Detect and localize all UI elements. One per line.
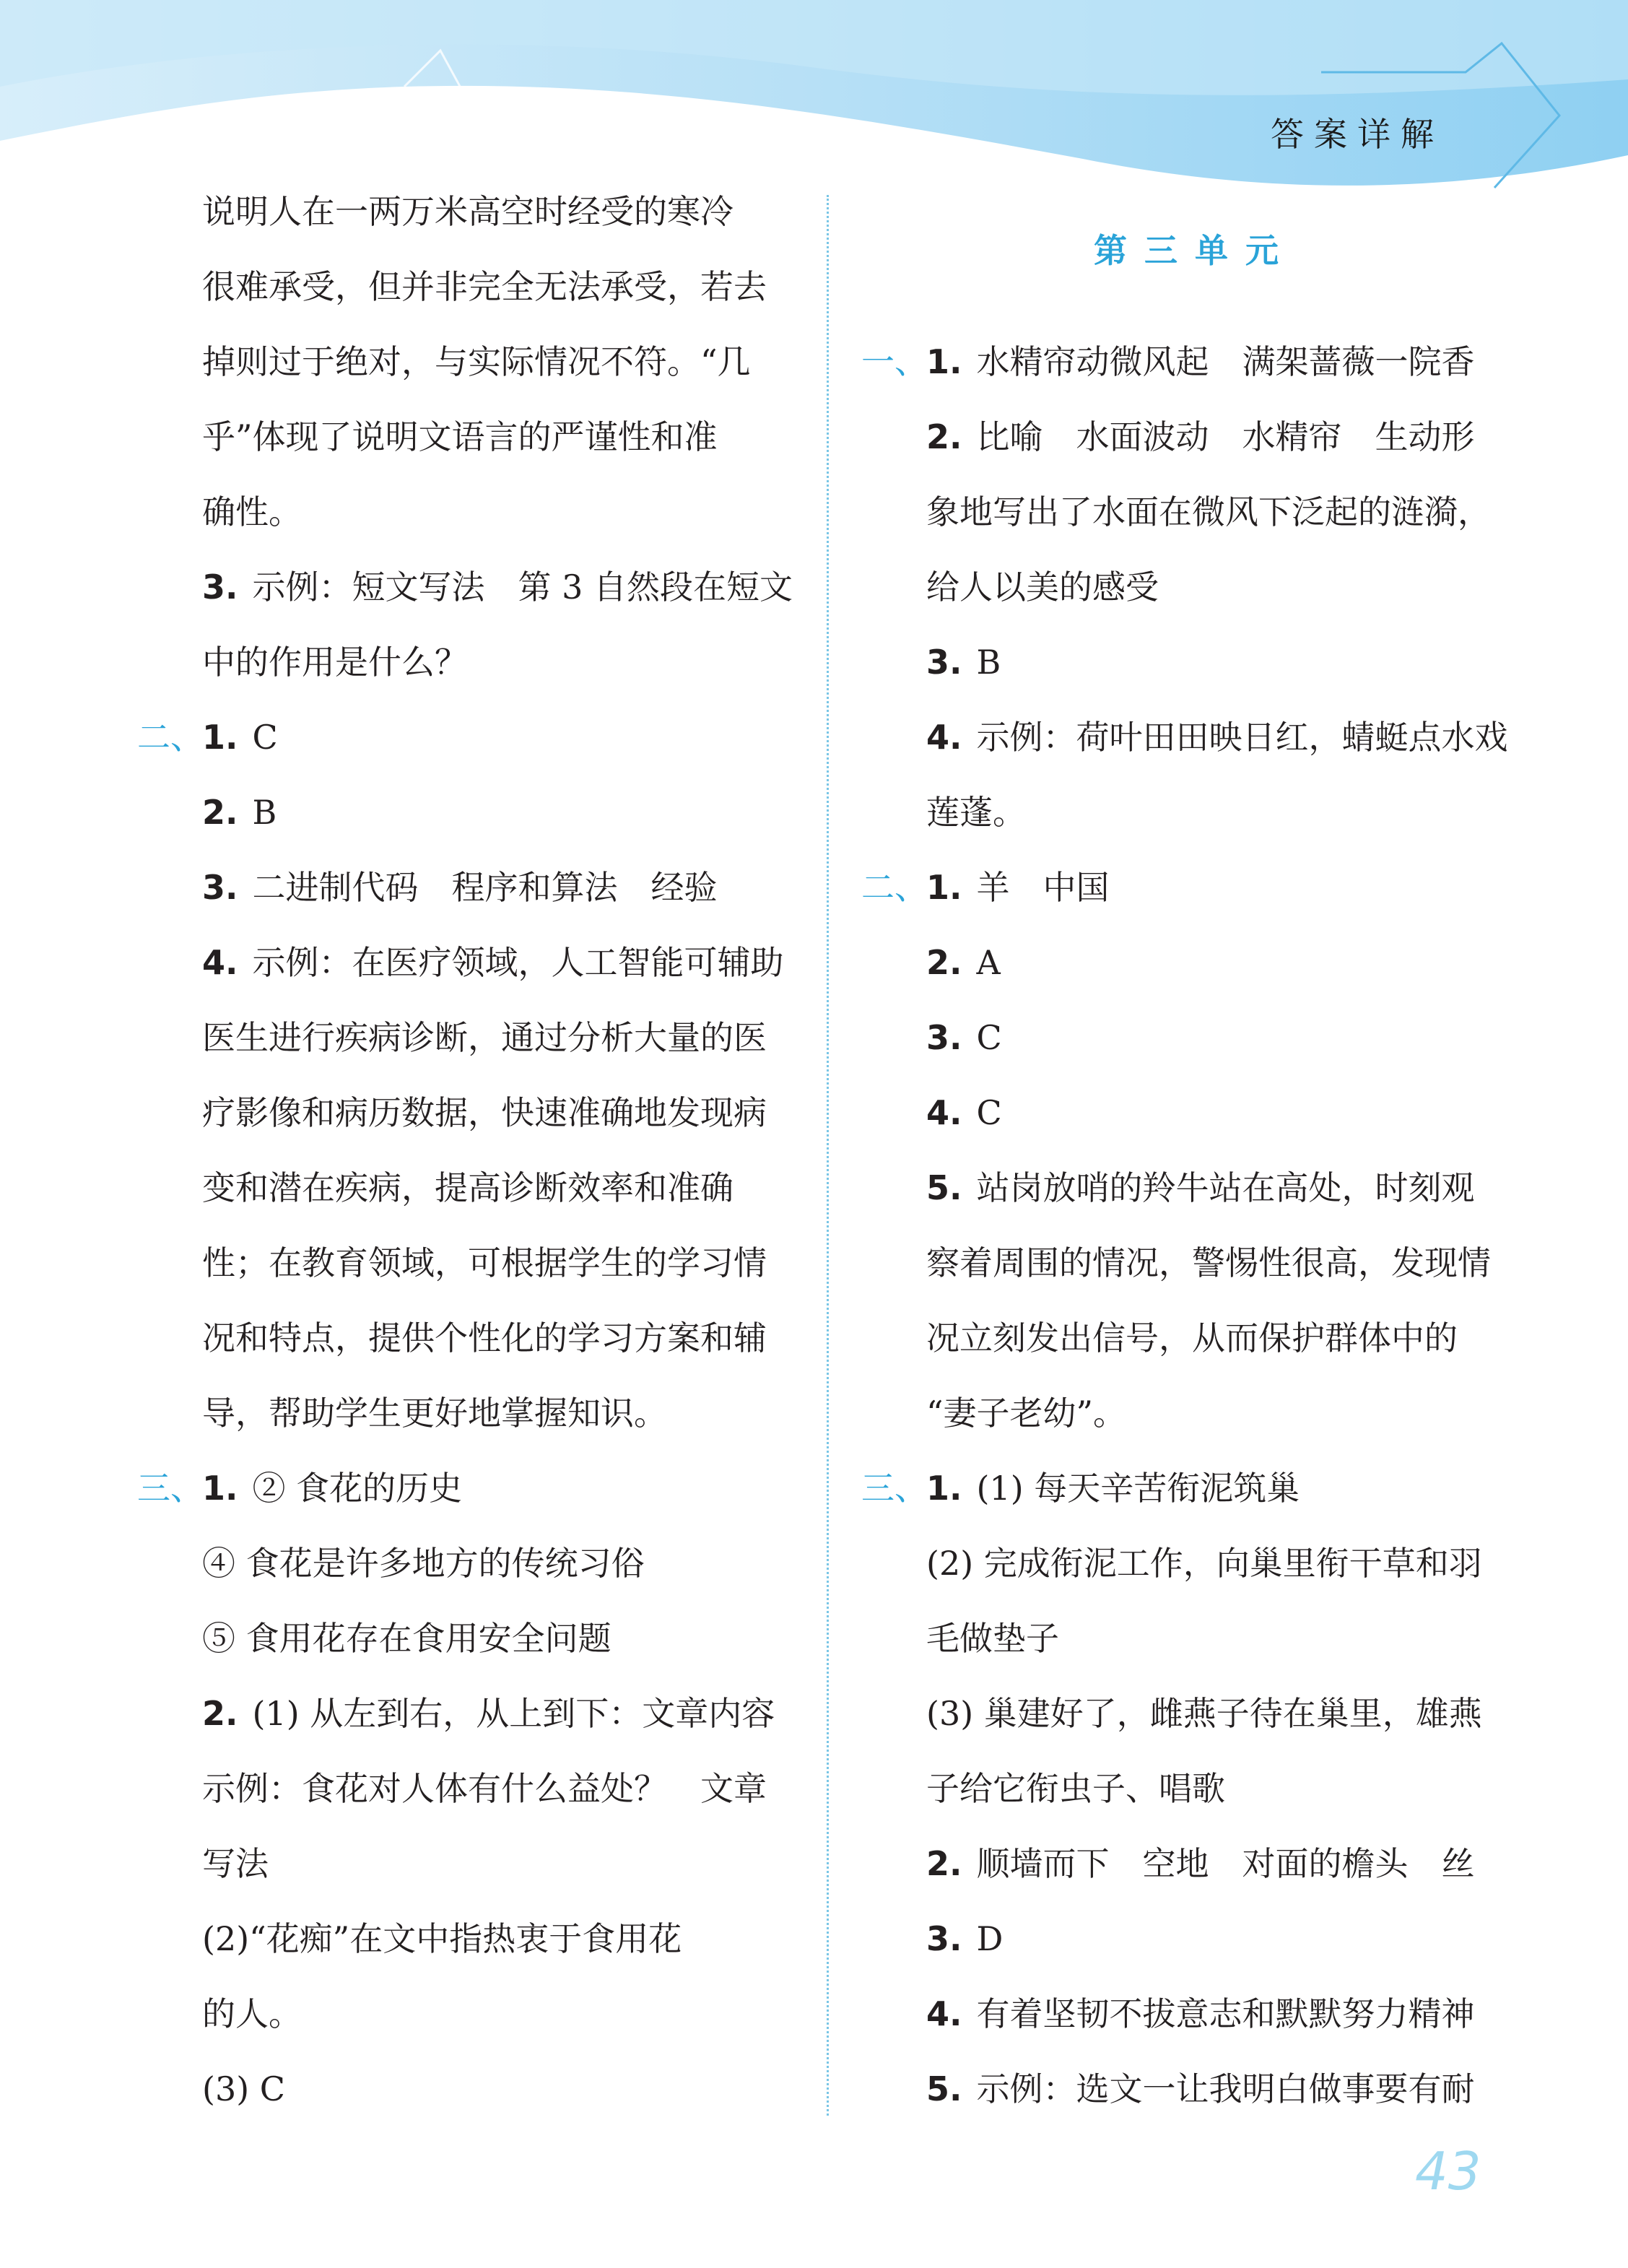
answer-item: [202, 866, 717, 909]
text-line: ④ 食花是许多地方的传统习俗: [202, 1544, 645, 1583]
item-text: D: [976, 1919, 1004, 1958]
answer-item: [926, 941, 1001, 984]
text-line: 子给它衔虫子、唱歌: [926, 1769, 1225, 1808]
item-number: 2.: [926, 1844, 962, 1883]
text-line: 写法: [202, 1844, 269, 1883]
item-text: 有着坚韧不拔意志和默默努力精神: [976, 1994, 1475, 2033]
text-line: 中的作用是什么？: [202, 643, 468, 682]
item-text: 示例：荷叶田田映日红，蜻蜓点水戏: [976, 718, 1508, 757]
text-line: 乎”体现了说明文语言的严谨性和准: [202, 417, 718, 456]
answer-item: [926, 640, 1001, 684]
section-label: 三、: [861, 1469, 928, 1508]
section-label: 二、: [137, 718, 204, 757]
answer-item: [926, 1016, 1002, 1059]
item-number: 2.: [202, 793, 238, 832]
answer-item: [202, 941, 783, 984]
column-divider: [827, 195, 829, 2116]
item-text: 二进制代码 程序和算法 经验: [252, 868, 718, 907]
text-line: “妻子老幼”。: [926, 1394, 1127, 1433]
text-line: 况和特点，提供个性化的学习方案和辅: [202, 1318, 767, 1357]
answer-item: [202, 791, 277, 834]
item-number: 1.: [202, 718, 238, 757]
text-line: 掉则过于绝对，与实际情况不符。“几: [202, 342, 751, 381]
item-number: 4.: [926, 1994, 962, 2033]
text-line: (3) C: [202, 2069, 285, 2108]
text-line: 象地写出了水面在微风下泛起的涟漪，: [926, 492, 1491, 531]
item-text: C: [976, 1093, 1002, 1132]
text-line: 示例：食花对人体有什么益处？ 文章: [202, 1769, 767, 1808]
item-number: 2.: [926, 943, 962, 982]
text-line: 给人以美的感受: [926, 568, 1159, 607]
item-number: 4.: [202, 943, 238, 982]
item-number: 4.: [926, 718, 962, 757]
item-number: 3.: [926, 1919, 962, 1958]
item-text: (1) 每天辛苦衔泥筑巢: [976, 1469, 1300, 1508]
text-line: 况立刻发出信号，从而保护群体中的: [926, 1318, 1458, 1357]
item-text: 示例：选文一让我明白做事要有耐: [976, 2069, 1475, 2108]
item-text: (1) 从左到右，从上到下：文章内容: [252, 1694, 775, 1733]
item-number: 1.: [926, 342, 962, 381]
item-text: A: [976, 943, 1001, 982]
text-line: 医生进行疾病诊断，通过分析大量的医: [202, 1018, 767, 1057]
text-line: (2)“花痴”在文中指热衷于食用花: [202, 1919, 682, 1958]
text-line: 察着周围的情况，警惕性很高，发现情: [926, 1243, 1491, 1282]
answer-item: [202, 1467, 462, 1510]
text-line: 很难承受，但并非完全无法承受，若去: [202, 267, 767, 306]
item-text: 站岗放哨的羚牛站在高处，时刻观: [976, 1168, 1475, 1207]
item-text: 示例：在医疗领域，人工智能可辅助: [252, 943, 784, 982]
answer-item: [926, 340, 1474, 383]
text-line: 疗影像和病历数据，快速准确地发现病: [202, 1093, 767, 1132]
answer-item: [926, 716, 1507, 759]
text-line: (3) 巢建好了，雌燕子待在巢里，雄燕: [926, 1694, 1482, 1733]
header-banner: [0, 0, 1628, 195]
text-line: 导，帮助学生更好地掌握知识。: [202, 1394, 667, 1433]
section-label: 三、: [137, 1469, 204, 1508]
item-text: C: [252, 718, 278, 757]
text-line: 的人。: [202, 1994, 302, 2033]
item-text: B: [252, 793, 277, 832]
item-number: 4.: [926, 1093, 962, 1132]
unit-title: 第三单元: [1094, 231, 1296, 270]
item-text: 水精帘动微风起 满架蔷薇一院香: [976, 342, 1475, 381]
item-number: 2.: [926, 417, 962, 456]
item-number: 3.: [926, 1018, 962, 1057]
answer-item: [926, 1467, 1300, 1510]
answer-item: [926, 1091, 1002, 1134]
text-line: (2) 完成衔泥工作，向巢里衔干草和羽: [926, 1544, 1482, 1583]
text-line: 性；在教育领域，可根据学生的学习情: [202, 1243, 767, 1282]
item-text: 比喻 水面波动 水精帘 生动形: [976, 417, 1475, 456]
item-text: 羊 中国: [976, 868, 1110, 907]
text-line: ⑤ 食用花存在食用安全问题: [202, 1619, 611, 1658]
item-text: B: [976, 643, 1001, 682]
answer-item: [926, 1992, 1474, 2035]
answer-item: [926, 2067, 1474, 2111]
item-number: 3.: [202, 868, 238, 907]
answer-item: [202, 1692, 775, 1735]
item-number: 5.: [926, 1168, 962, 1207]
text-line: 毛做垫子: [926, 1619, 1059, 1658]
item-text: 顺墙而下 空地 对面的檐头 丝: [976, 1844, 1475, 1883]
text-line: 说明人在一两万米高空时经受的寒冷: [202, 192, 734, 231]
item-number: 5.: [926, 2069, 962, 2108]
item-number: 2.: [202, 1694, 238, 1733]
text-line: 莲蓬。: [926, 793, 1026, 832]
item-number: 1.: [202, 1469, 238, 1508]
answer-item: [926, 866, 1109, 909]
text-line: 确性。: [202, 492, 302, 531]
text-line: 变和潜在疾病，提高诊断效率和准确: [202, 1168, 734, 1207]
item-number: 3.: [202, 568, 238, 607]
item-text: ② 食花的历史: [252, 1469, 463, 1508]
item-number: 1.: [926, 1469, 962, 1508]
answer-item: [926, 1842, 1474, 1885]
answer-item: [202, 565, 793, 609]
item-text: 示例：短文写法 第 3 自然段在短文: [252, 568, 793, 607]
item-text: C: [976, 1018, 1002, 1057]
answer-item: [926, 415, 1474, 459]
answer-item: [926, 1166, 1474, 1209]
answer-item: [926, 1917, 1003, 1960]
page-number: 43: [1415, 2141, 1481, 2202]
item-number: 1.: [926, 868, 962, 907]
section-label: 二、: [861, 868, 928, 907]
item-number: 3.: [926, 643, 962, 682]
section-label: 一、: [861, 342, 928, 381]
header-label: 答案详解: [1271, 115, 1444, 154]
answer-item: [202, 716, 278, 759]
